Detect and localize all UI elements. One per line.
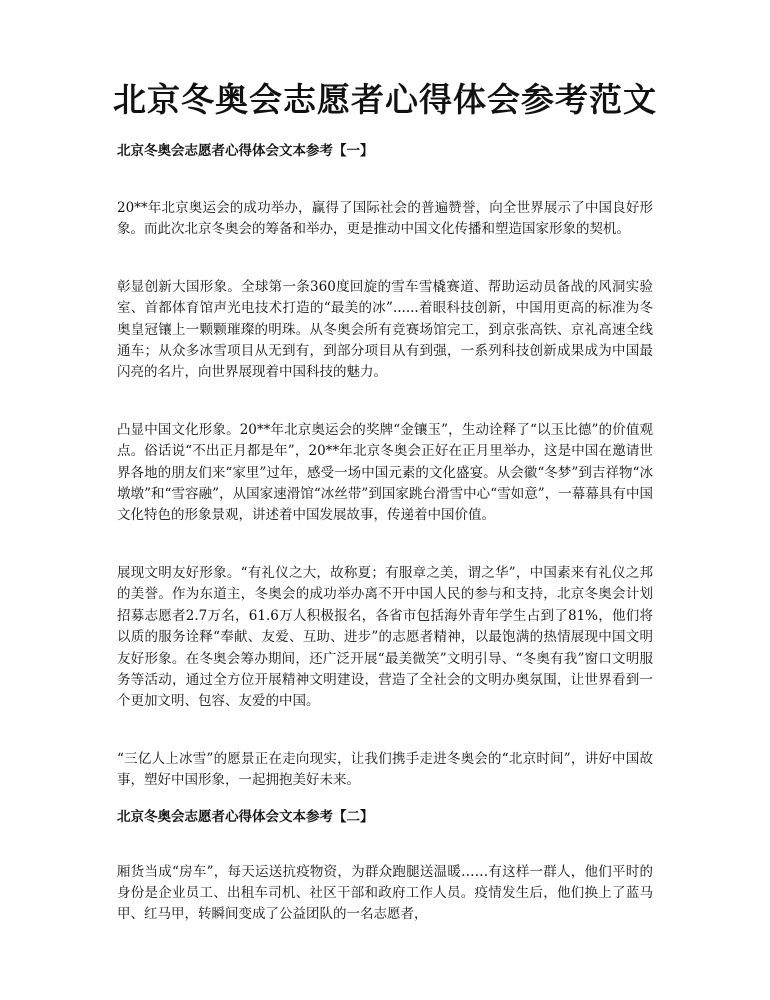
- section-heading-2: 北京冬奥会志愿者心得体会文本参考【二】: [117, 808, 374, 825]
- section-heading-1: 北京冬奥会志愿者心得体会文本参考【一】: [117, 143, 374, 159]
- paragraph: 彰显创新大国形象。全球第一条360度回旋的雪车雪橇赛道、帮助运动员备战的风洞实验室、首都体育馆声光电技术打造的“最美的冰”......着眼科技创新，中国用更高的标准为冬奥皇冠镶上一颗颗璀璨的明珠。从冬奥会所有竞赛场馆完工，到京张高铁、京礼高速全线通车；从众多冰雪项目从无到有，到部分项目从有到强，一系列科技创新成果成为中国最闪亮的名片，向世界展现着中国科技的魅力。: [117, 278, 653, 381]
- document-body: [117, 140, 653, 926]
- paragraph: 展现文明友好形象。“有礼仪之大，故称夏；有服章之美，谓之华”，中国素来有礼仪之邦的美誉。作为东道主，冬奥会的成功举办离不开中国人民的参与和支持，北京冬奥会计划招募志愿者2.7万名，61.6万人积极报名，各省市包括海外青年学生占到了81%，他们将以质的服务诠释“奉献、友爱、互助、进步”的志愿者精神，以最饱满的热情展现中国文明友好形象。在冬奥会筹办期间，还广泛开展“最美微笑”文明引导、“冬奥有我”窗口文明服务等活动，通过全方位开展精神文明建设，营造了全社会的文明办奥氛围，让世界看到一个更加文明、包容、友爱的中国。: [117, 564, 653, 710]
- document-title: 北京冬奥会志愿者心得体会参考范文: [113, 80, 657, 119]
- paragraph: 厢货当成“房车”，每天运送抗疫物资，为群众跑腿送温暖……有这样一群人，他们平时的身份是企业员工、出租车司机、社区干部和政府工作人员。疫情发生后，他们换上了蓝马甲、红马甲，转瞬间变成了公益团队的一名志愿者，: [117, 863, 653, 923]
- paragraph: 20**年北京奥运会的成功举办，赢得了国际社会的普遍赞誉，向全世界展示了中国良好形象。而此次北京冬奥会的筹备和举办，更是推动中国文化传播和塑造国家形象的契机。: [117, 200, 653, 238]
- paragraph: 凸显中国文化形象。20**年北京奥运会的奖牌“金镶玉”，生动诠释了“以玉比德”的价值观点。俗话说“不出正月都是年”，20**年北京冬奥会正好在正月里举办，这是中国在邀请世界各地的朋友们来“家里”过年，感受一场中国元素的文化盛宴。从会徽“冬梦”到吉祥物“冰墩墩”和“雪容融”，从国家速滑馆“冰丝带”到国家跳台滑雪中心“雪如意”，一幕幕具有中国文化特色的形象景观，讲述着中国发展故事，传递着中国价值。: [117, 421, 653, 524]
- paragraph: “三亿人上冰雪”的愿景正在走向现实，让我们携手走进冬奥会的“北京时间”，讲好中国故事，塑好中国形象，一起拥抱美好未来。: [117, 750, 653, 789]
